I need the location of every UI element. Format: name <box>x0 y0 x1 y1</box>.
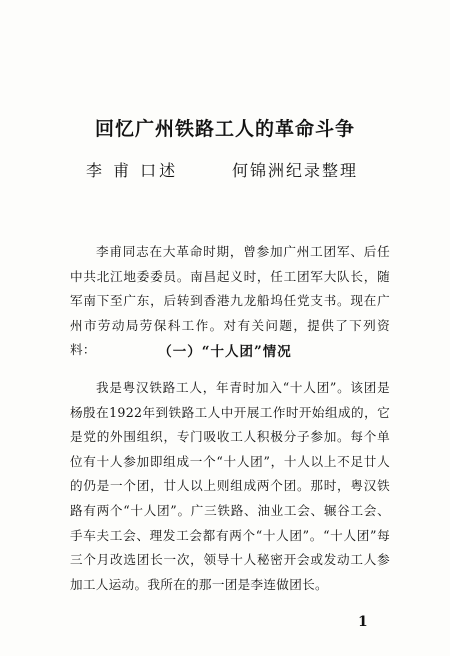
editor-byline: 何锦洲纪录整理 <box>232 161 359 180</box>
body-paragraph: 我是粤汉铁路工人，年青时加入“十人团”。该团是杨殷在1922年到铁路工人中开展工作时开始组成的，它是党的外围组织，专门吸收工人积极分子参加。每个单位有十人参加即组成一个“十人团”，十人以上不足廿人的仍是一个团，廿人以上则组成两个团。那时，粤汉铁路有两个“十人团”。广三铁路、油业工会、辗谷工会、手车夫工会、理发工会都有两个“十人团”。“十人团”每三个月改选团长一次，领导十人秘密开会或发动工人参加工人运动。我所在的那一团是李连做团长。 <box>70 380 390 592</box>
page-number: 1 <box>358 614 368 630</box>
article-title: 回忆广州铁路工人的革命斗争 <box>94 118 355 140</box>
section-heading: （一）“十人团”情况 <box>158 344 292 360</box>
intro-paragraph: 李甫同志在大革命时期，曾参加广州工团军、后任中共北江地委委员。南昌起义时，任工团军大队长，随军南下至广东，后转到香港九龙船坞任党支书。现在广州市劳动局劳保科工作。对有关问题，提供了下列资料： <box>70 244 390 358</box>
narrator-byline: 李 甫 口述 <box>86 161 179 180</box>
